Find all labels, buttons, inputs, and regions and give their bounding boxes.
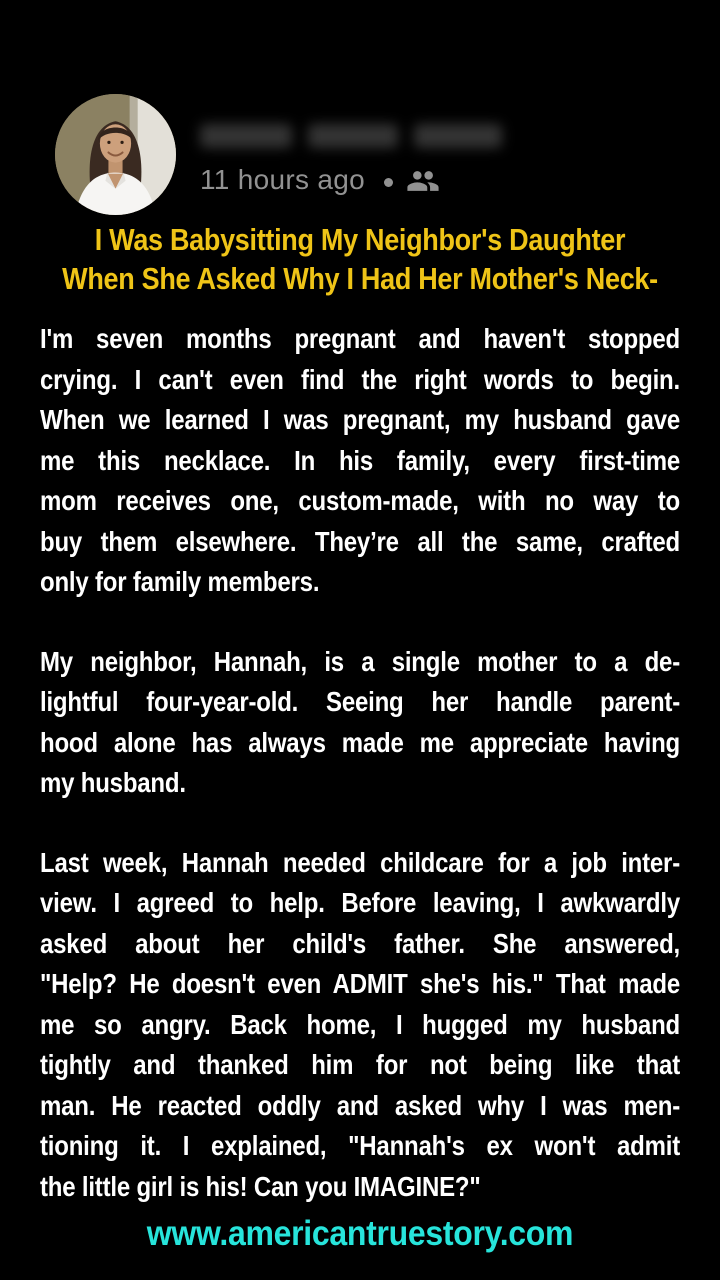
footer-url[interactable]: www.americantruestory.com: [146, 1213, 574, 1253]
story-paragraph: [40, 320, 680, 604]
story-line: my husband.: [40, 768, 186, 799]
story-line: lightful four-year-old. Seeing her handle parent-: [40, 687, 680, 718]
avatar[interactable]: [55, 94, 176, 215]
friends-icon: [406, 164, 440, 198]
story-line: I'm seven months pregnant and haven't stopped: [40, 324, 680, 355]
story-paragraph: [40, 643, 680, 805]
story-line: tightly and thanked him for not being like that: [40, 1050, 680, 1081]
post-meta-row: [200, 162, 440, 198]
story-title-line: When She Asked Why I Had Her Mother's Neck-: [62, 262, 658, 296]
story-line: buy them elsewhere. They’re all the same, crafted: [40, 526, 680, 558]
story-line: Last week, Hannah needed childcare for a job inter-: [40, 847, 680, 879]
woman-portrait-illustration: [55, 94, 176, 215]
blurred-word: [308, 124, 398, 148]
story-line: the little girl is his! Can you IMAGINE?": [40, 1171, 481, 1203]
story-line: tioning it. I explained, "Hannah's ex won't admit: [40, 1131, 680, 1162]
story-paragraph: [40, 844, 680, 1209]
story-body: [40, 320, 680, 1208]
story-line: view. I agreed to help. Before leaving, I awkwardly: [40, 888, 680, 919]
story-line: My neighbor, Hannah, is a single mother to a de-: [40, 646, 680, 678]
story-title-line: I Was Babysitting My Neighbor's Daughter: [94, 223, 626, 257]
story-line: hood alone has always made me appreciate having: [40, 727, 680, 759]
dot-separator: [384, 178, 393, 187]
story-line: man. He reacted oddly and asked why I was men-: [40, 1090, 680, 1122]
post-header: [0, 0, 720, 220]
story-line: only for family members.: [40, 567, 320, 598]
timestamp[interactable]: 11 hours ago: [200, 164, 365, 195]
story-line: asked about her child's father. She answered,: [40, 928, 680, 960]
story-line: me so angry. Back home, I hugged my husband: [40, 1009, 680, 1041]
story-line: "Help? He doesn't even ADMIT she's his." That made: [40, 969, 680, 1000]
story-line: me this necklace. In his family, every first-time: [40, 445, 680, 477]
story-title: [0, 221, 720, 299]
story-line: When we learned I was pregnant, my husband gave: [40, 405, 680, 436]
author-name-blurred[interactable]: [200, 124, 502, 148]
story-line: mom receives one, custom-made, with no way to: [40, 486, 680, 517]
blurred-word: [200, 124, 292, 148]
blurred-word: [414, 124, 502, 148]
story-line: crying. I can't even find the right words to begin.: [40, 364, 680, 396]
